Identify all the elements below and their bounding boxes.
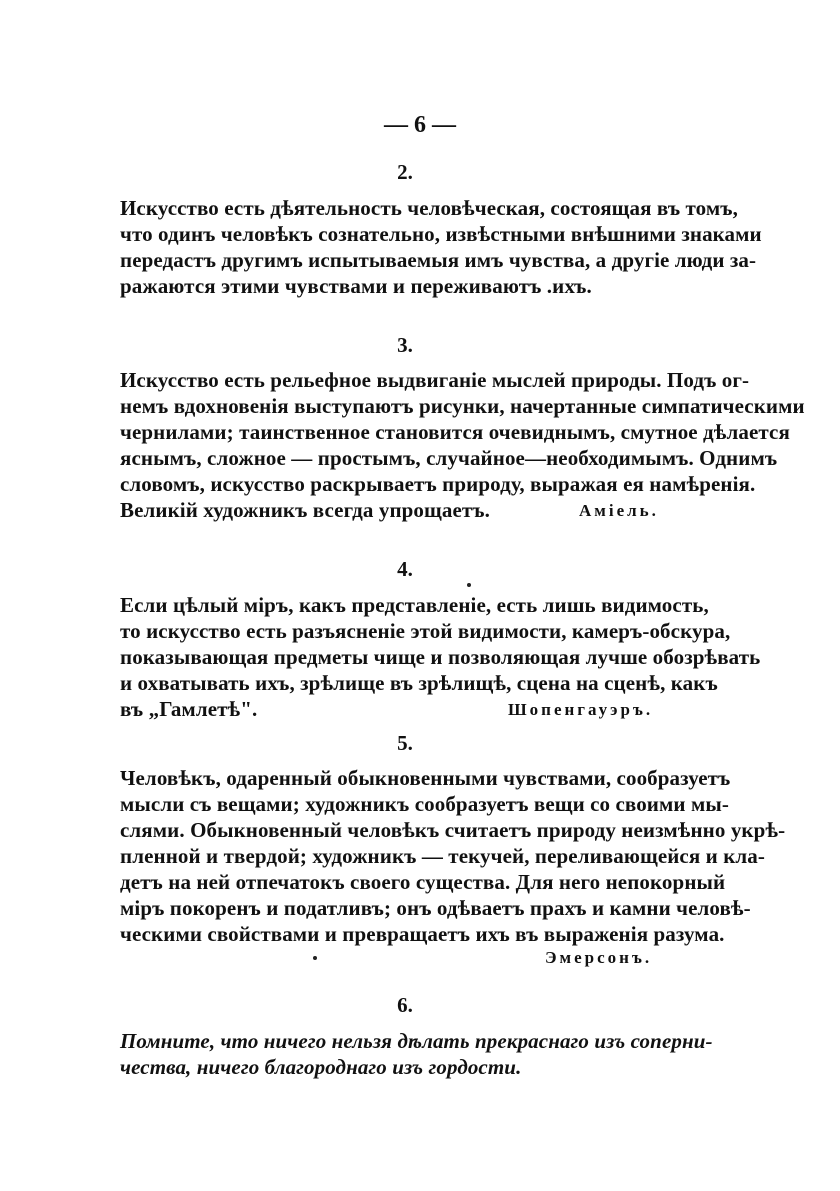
text-line: мысли съ вещами; художникъ сообразуетъ вещи со своими мы- [120,792,729,816]
page-number: — 6 — [384,112,456,138]
text-line: словомъ, искусство раскрываетъ природу, выражая ея намѣренія. [120,472,756,496]
section-number: 2. [397,160,413,184]
author-attribution: Амiель. [579,501,659,520]
text-line: въ „Гамлетѣ". [120,697,258,721]
print-speck [467,583,471,587]
text-line: ческими свойствами и превращаетъ ихъ въ выраженія разума. [120,922,725,946]
text-line: Великій художникъ всегда упрощаетъ. [120,498,490,522]
text-line: слями. Обыкновенный человѣкъ считаетъ природу неизмѣнно укрѣ- [120,818,786,842]
section-number: 3. [397,333,413,357]
text-line: передастъ другимъ испытываемыя имъ чувства, а другіе люди за- [120,248,757,272]
section-number: 6. [397,993,413,1017]
text-line: показывающая предметы чище и позволяющая лучше обозрѣвать [120,645,761,669]
author-attribution: Эмерсонъ. [545,948,653,967]
section-number: 5. [397,731,413,755]
text-line: то искусство есть разъясненіе этой видимости, камеръ-обскура, [120,619,731,643]
text-line: Человѣкъ, одаренный обыкновенными чувствами, сообразуетъ [120,766,731,790]
text-line: Если цѣлый міръ, какъ представленіе, есть лишь видимость, [120,593,709,617]
text-line: Искусство есть дѣятельность человѣческая, состоящая въ томъ, [120,196,738,220]
section-number: 4. [397,557,413,581]
text-line: пленной и твердой; художникъ — текучей, переливающейся и кла- [120,844,765,868]
text-line: яснымъ, сложное — простымъ, случайное—необходимымъ. Однимъ [120,446,778,470]
text-line: детъ на ней отпечатокъ своего существа. Для него непокорный [120,870,726,894]
text-line: ражаются этими чувствами и переживаютъ .ихъ. [120,274,592,298]
print-speck [313,956,317,960]
text-line: міръ покоренъ и податливъ; онъ одѣваетъ прахъ и камни человѣ- [120,896,751,920]
text-line: немъ вдохновенія выступаютъ рисунки, начертанные симпатическими [120,394,805,418]
text-line: и охватывать ихъ, зрѣлище въ зрѣлищѣ, сцена на сценѣ, какъ [120,671,718,695]
text-line: Искусство есть рельефное выдвиганіе мыслей природы. Подъ ог- [120,368,750,392]
text-line: Помните, что ничего нельзя дѣлать прекраснаго изъ соперни- [120,1029,713,1053]
text-line: чества, ничего благороднаго изъ гордости. [120,1055,522,1079]
author-attribution: Шопенгауэръ. [508,700,654,719]
text-line: чернилами; таинственное становится очевиднымъ, смутное дѣлается [120,420,790,444]
text-line: что одинъ человѣкъ сознательно, извѣстными внѣшними знаками [120,222,762,246]
